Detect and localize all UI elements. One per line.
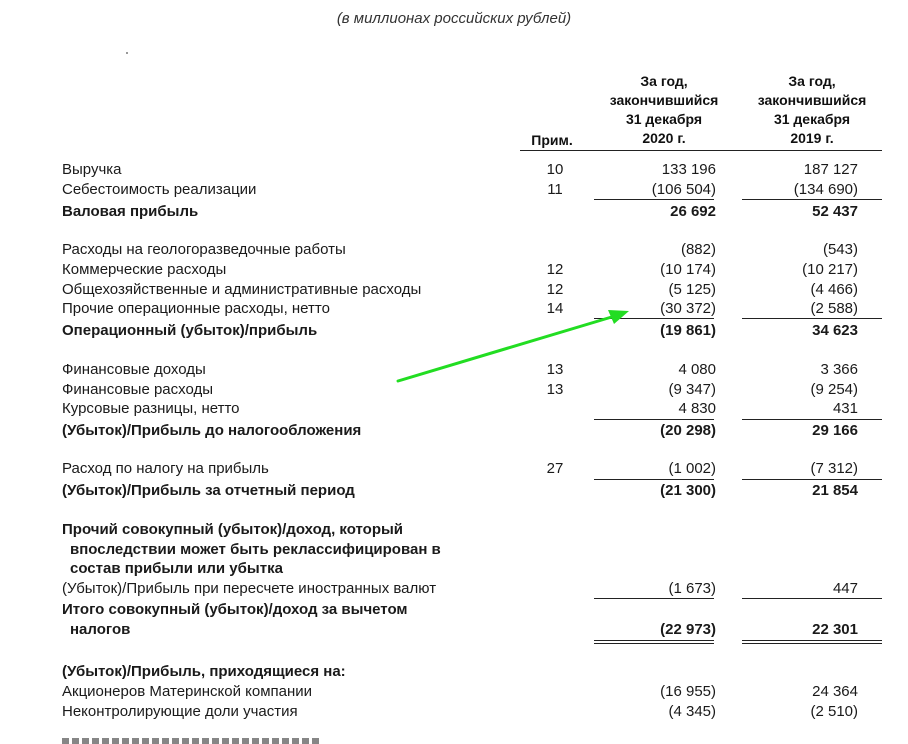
value-2020: (106 504) — [651, 181, 716, 198]
row-label: Финансовые расходы — [62, 381, 214, 398]
value-2019: (2 588) — [810, 300, 858, 317]
row-label: Итого совокупный (убыток)/доход за вычетом — [62, 601, 408, 618]
value-2020: 4 830 — [678, 400, 716, 417]
value-2020: (22 973) — [660, 621, 716, 638]
value-2019: (9 254) — [810, 381, 858, 398]
column-header-line: 2020 г. — [642, 130, 686, 146]
value-2020: (882) — [680, 241, 716, 258]
row-label: Себестоимость реализации — [62, 181, 257, 198]
column-header-line: 31 декабря — [625, 111, 703, 127]
row-note: 12 — [546, 281, 564, 298]
value-2020: (19 861) — [660, 322, 716, 339]
value-2019: 52 437 — [812, 203, 858, 220]
row-label: налогов — [70, 621, 131, 638]
column-header-line: За год, — [640, 73, 688, 89]
value-2019: 34 623 — [812, 322, 858, 339]
row-note: 13 — [546, 361, 564, 378]
column-header-line: 2019 г. — [790, 130, 834, 146]
value-2019: 21 854 — [812, 482, 858, 499]
value-2019: (2 510) — [810, 703, 858, 720]
units-caption: (в миллионах российских рублей) — [336, 10, 572, 27]
value-2019: (134 690) — [793, 181, 858, 198]
row-label: Валовая прибыль — [62, 203, 199, 220]
value-2020: 4 080 — [678, 361, 716, 378]
row-note: 11 — [547, 181, 563, 198]
row-label: Прочие операционные расходы, нетто — [62, 300, 330, 317]
column-header-line: 31 декабря — [773, 111, 851, 127]
value-2020: (1 002) — [668, 460, 716, 477]
value-2020: 133 196 — [661, 161, 716, 178]
row-label: Выручка — [62, 161, 122, 178]
value-2019: 24 364 — [812, 683, 858, 700]
note-column-header: Прим. — [531, 132, 573, 148]
row-label: Неконтролирующие доли участия — [62, 703, 298, 720]
row-note: 10 — [546, 161, 564, 178]
row-label: состав прибыли или убытка — [70, 560, 283, 577]
row-label: Операционный (убыток)/прибыль — [62, 322, 318, 339]
row-label: (Убыток)/Прибыль до налогообложения — [62, 422, 362, 439]
row-label: (Убыток)/Прибыль при пересчете иностранных валют — [62, 580, 437, 597]
value-2020: (16 955) — [660, 683, 716, 700]
row-label: Расходы на геологоразведочные работы — [62, 241, 346, 258]
row-note: 27 — [546, 460, 564, 477]
row-note: 14 — [546, 300, 564, 317]
row-label: (Убыток)/Прибыль за отчетный период — [62, 482, 355, 499]
row-label: впоследствии может быть реклассифицирован в — [70, 541, 441, 558]
value-2020: (1 673) — [668, 580, 716, 597]
value-2020: (21 300) — [660, 482, 716, 499]
value-2019: 447 — [832, 580, 858, 597]
column-header-line: закончившийся — [609, 92, 719, 108]
value-2020: (4 345) — [668, 703, 716, 720]
value-2019: (543) — [822, 241, 858, 258]
value-2020: (9 347) — [668, 381, 716, 398]
value-2019: 22 301 — [812, 621, 858, 638]
row-note: 13 — [546, 381, 564, 398]
row-label: Прочий совокупный (убыток)/доход, который — [62, 521, 404, 538]
row-label: Акционеров Материнской компании — [62, 683, 313, 700]
value-2019: 29 166 — [812, 422, 858, 439]
value-2019: (4 466) — [810, 281, 858, 298]
value-2020: 26 692 — [670, 203, 716, 220]
column-header-line: За год, — [788, 73, 836, 89]
value-2019: 187 127 — [803, 161, 858, 178]
row-label: Курсовые разницы, нетто — [62, 400, 240, 417]
value-2020: (30 372) — [660, 300, 716, 317]
value-2019: 431 — [832, 400, 858, 417]
row-label: Расход по налогу на прибыль — [62, 460, 269, 477]
row-note: 12 — [546, 261, 564, 278]
row-label: Коммерческие расходы — [62, 261, 227, 278]
value-2020: (20 298) — [660, 422, 716, 439]
value-2019: (10 217) — [802, 261, 858, 278]
value-2019: 3 366 — [820, 361, 858, 378]
value-2020: (5 125) — [668, 281, 716, 298]
column-header-line: закончившийся — [757, 92, 867, 108]
value-2020: (10 174) — [660, 261, 716, 278]
row-label: (Убыток)/Прибыль, приходящиеся на: — [62, 663, 346, 680]
row-label: Финансовые доходы — [62, 361, 206, 378]
row-label: Общехозяйственные и административные расходы — [62, 281, 422, 298]
value-2019: (7 312) — [810, 460, 858, 477]
